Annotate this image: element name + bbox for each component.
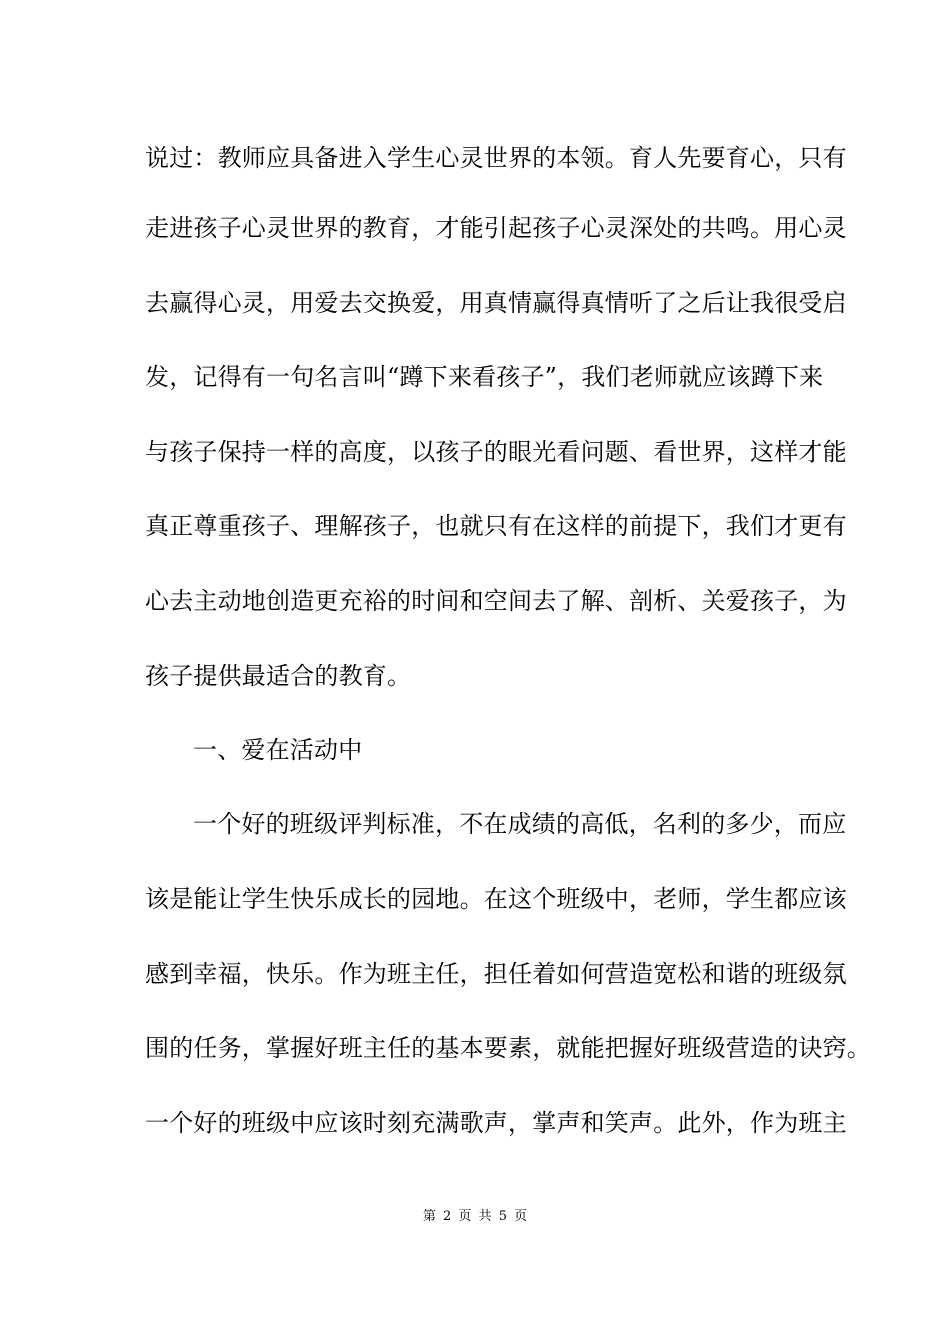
paragraph-line-11: 感到幸福，快乐。作为班主任，担任着如何营造宽松和谐的班级氛	[145, 960, 847, 988]
paragraph-line-3: 去赢得心灵，用爱去交换爱，用真情赢得真情听了之后让我很受启	[145, 289, 847, 317]
paragraph-line-8: 孩子提供最适合的教育。	[145, 662, 412, 690]
section-heading: 一、爱在活动中	[193, 736, 363, 764]
paragraph-line-7: 心去主动地创造更充裕的时间和空间去了解、剖析、关爱孩子，为	[145, 587, 847, 615]
paragraph-line-6: 真正尊重孩子、理解孩子，也就只有在这样的前提下，我们才更有	[145, 512, 847, 540]
paragraph-line-1: 说过：教师应具备进入学生心灵世界的本领。育人先要育心，只有	[145, 144, 847, 172]
paragraph-line-13: 一个好的班级中应该时刻充满歌声，掌声和笑声。此外，作为班主	[145, 1109, 847, 1137]
page-number-footer: 第 2 页 共 5 页	[422, 1209, 528, 1224]
paragraph-line-10: 该是能让学生快乐成长的园地。在这个班级中，老师，学生都应该	[145, 885, 847, 913]
paragraph-line-5: 与孩子保持一样的高度，以孩子的眼光看问题、看世界，这样才能	[145, 438, 847, 466]
paragraph-line-4: 发，记得有一句名言叫“蹲下来看孩子”，我们老师就应该蹲下来	[145, 363, 824, 391]
paragraph-line-9: 一个好的班级评判标准，不在成绩的高低，名利的多少，而应	[193, 810, 847, 838]
paragraph-line-12: 围的任务，掌握好班主任的基本要素，就能把握好班级营造的诀窍。	[145, 1034, 871, 1062]
paragraph-line-2: 走进孩子心灵世界的教育，才能引起孩子心灵深处的共鸣。用心灵	[145, 214, 847, 242]
